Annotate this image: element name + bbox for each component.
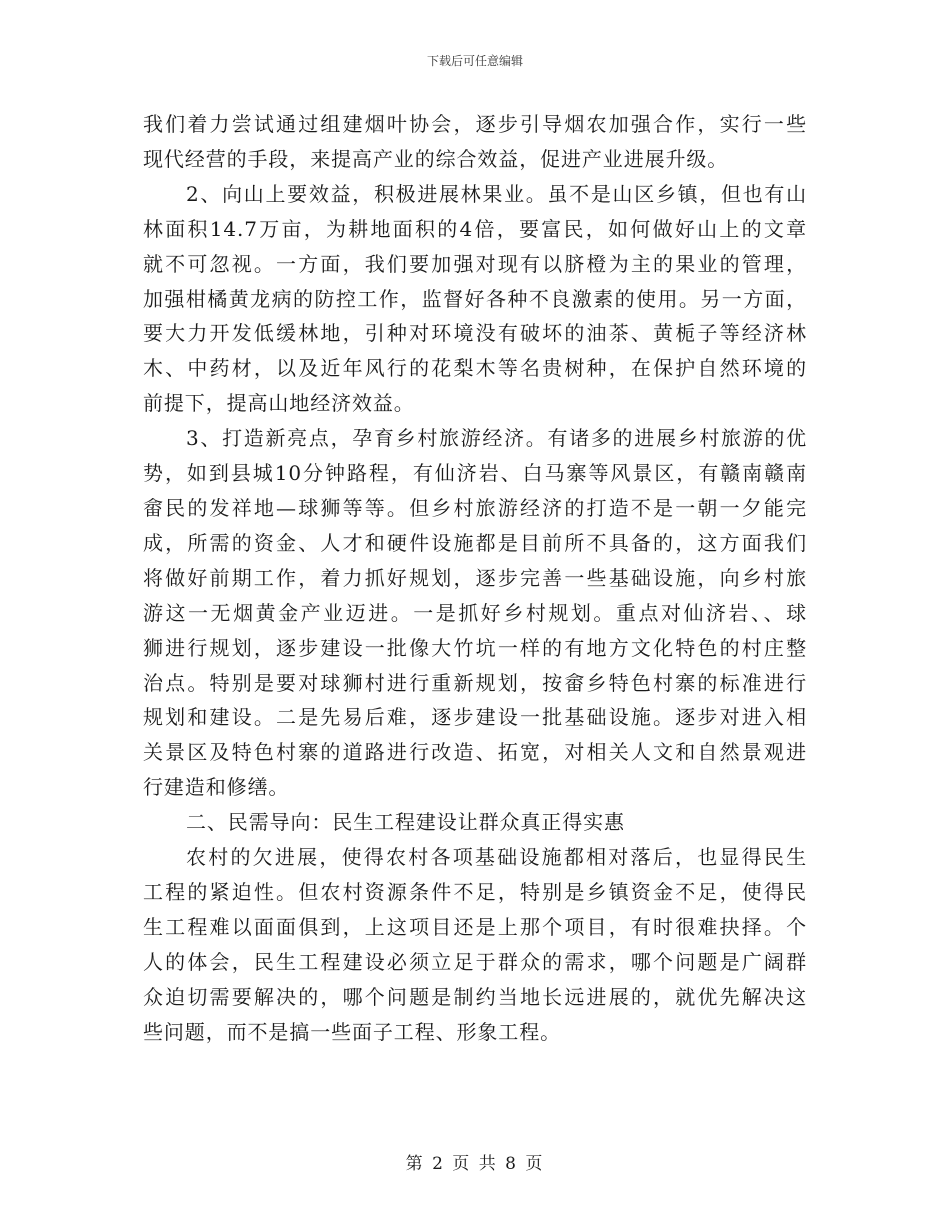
text-line: 木、中药材，以及近年风行的花梨木等名贵树种，在保护自然环境的 bbox=[143, 356, 807, 381]
text-line: 畲民的发祥地—球狮等等。但乡村旅游经济的打造不是一朝一夕能完 bbox=[143, 495, 807, 520]
paragraph-forestry bbox=[143, 177, 807, 421]
text-line: 农村的欠进展，使得农村各项基础设施都相对落后，也显得民生 bbox=[186, 845, 807, 870]
text-line: 要大力开发低缓林地，引种对环境没有破坏的油茶、黄栀子等经济林 bbox=[143, 321, 807, 346]
text-line: 林面积14.7万亩，为耕地面积的4倍，要富民，如何做好山上的文章 bbox=[143, 216, 807, 241]
paragraph bbox=[143, 107, 807, 177]
text-line: 规划和建设。二是先易后难，逐步建设一批基础设施。逐步对进入相 bbox=[143, 705, 807, 730]
text-line: 势，如到县城10分钟路程，有仙济岩、白马寨等风景区，有赣南赣南 bbox=[143, 461, 807, 486]
text-line: 工程的紧迫性。但农村资源条件不足，特别是乡镇资金不足，使得民 bbox=[143, 879, 807, 904]
paragraph-livelihood bbox=[143, 840, 807, 1049]
document-body bbox=[143, 107, 807, 1049]
text-line: 众迫切需要解决的，哪个问题是制约当地长远进展的，就优先解决这 bbox=[143, 984, 807, 1009]
text-line: 将做好前期工作，着力抓好规划，逐步完善一些基础设施，向乡村旅 bbox=[143, 565, 807, 590]
text-line: 些问题，而不是搞一些面子工程、形象工程。 bbox=[143, 1019, 561, 1044]
text-line: 2、向山上要效益，积极进展林果业。虽不是山区乡镇，但也有山 bbox=[186, 181, 807, 206]
paragraph-tourism bbox=[143, 421, 807, 805]
text-line: 人的体会，民生工程建设必须立足于群众的需求，哪个问题是广阔群 bbox=[143, 949, 807, 974]
text-line: 前提下，提高山地经济效益。 bbox=[143, 391, 415, 416]
text-line: 二、民需导向：民生工程建设让群众真正得实惠 bbox=[186, 810, 625, 835]
text-line: 治点。特别是要对球狮村进行重新规划，按畲乡特色村寨的标准进行 bbox=[143, 670, 807, 695]
page-header: 下载后可任意编辑 bbox=[426, 54, 523, 68]
text-line: 成，所需的资金、人才和硬件设施都是目前所不具备的，这方面我们 bbox=[143, 530, 807, 555]
section-heading bbox=[143, 805, 807, 840]
text-line: 生工程难以面面俱到，上这项目还是上那个项目，有时很难抉择。个 bbox=[143, 914, 807, 939]
text-line: 游这一无烟黄金产业迈进。一是抓好乡村规划。重点对仙济岩、、球 bbox=[143, 600, 807, 625]
text-line: 狮进行规划，逐步建设一批像大竹坑一样的有地方文化特色的村庄整 bbox=[143, 635, 807, 660]
page-number-text: 第 2 页 共 8 页 bbox=[405, 1154, 545, 1174]
text-line: 3、打造新亮点，孕育乡村旅游经济。有诸多的进展乡村旅游的优 bbox=[186, 426, 807, 451]
text-line: 关景区及特色村寨的道路进行改造、拓宽，对相关人文和自然景观进 bbox=[143, 740, 807, 765]
text-line: 加强柑橘黄龙病的防控工作，监督好各种不良激素的使用。另一方面， bbox=[143, 286, 807, 311]
text-line: 行建造和修缮。 bbox=[143, 775, 290, 800]
page-number bbox=[0, 1153, 950, 1175]
text-line: 就不可忽视。一方面，我们要加强对现有以脐橙为主的果业的管理， bbox=[143, 251, 807, 276]
text-line: 我们着力尝试通过组建烟叶协会，逐步引导烟农加强合作，实行一些 bbox=[143, 112, 807, 136]
text-line: 现代经营的手段，来提高产业的综合效益，促进产业进展升级。 bbox=[143, 146, 729, 171]
